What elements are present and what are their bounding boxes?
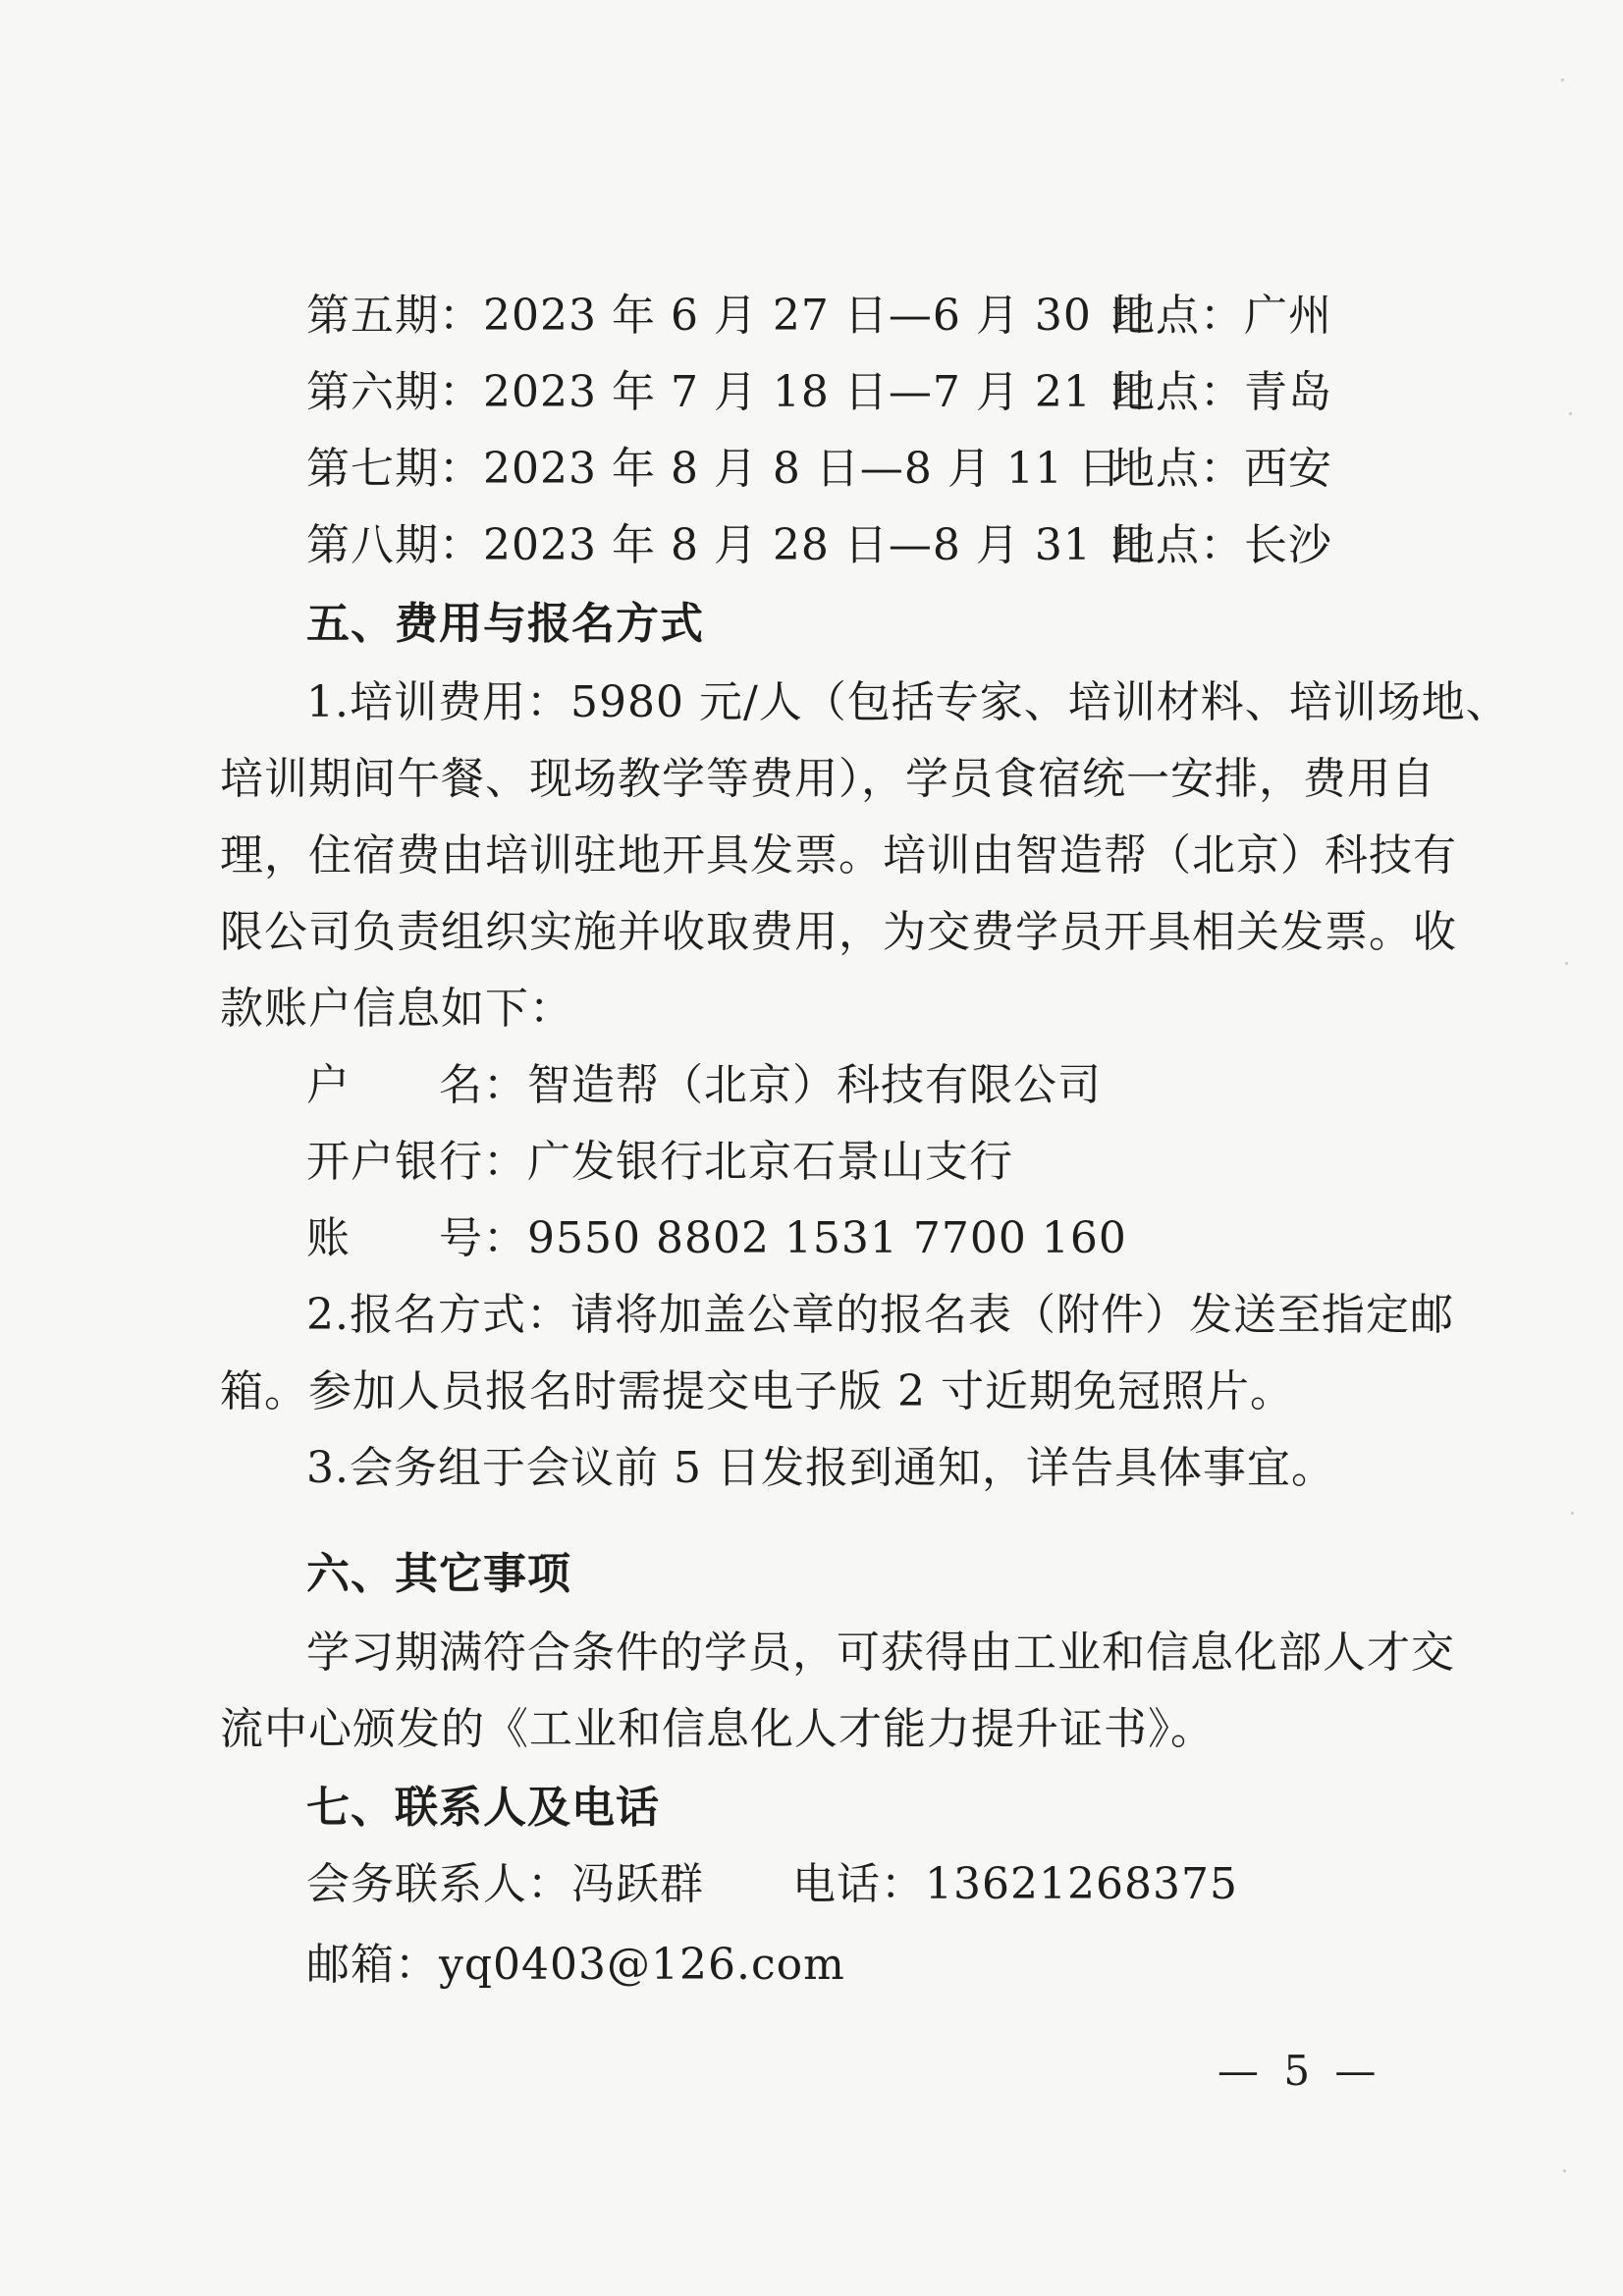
registration-line: 2.报名方式：请将加盖公章的报名表（附件）发送至指定邮 <box>306 1290 1454 1340</box>
fee-paragraph-line: 1.培训费用：5980 元/人（包括专家、培训材料、培训场地、 <box>306 677 1510 727</box>
schedule-period: 第八期：2023 年 8 月 28 日—8 月 31 日 <box>306 520 1151 570</box>
section-heading-other: 六、其它事项 <box>306 1549 571 1599</box>
schedule-location: 地点：青岛 <box>1111 367 1332 417</box>
page-number: — 5 — <box>1217 2047 1382 2095</box>
other-paragraph-line: 学习期满符合条件的学员，可获得由工业和信息化部人才交 <box>306 1628 1455 1678</box>
other-paragraph-line: 流中心颁发的《工业和信息化人才能力提升证书》。 <box>220 1704 1215 1754</box>
scan-speck <box>1569 412 1572 415</box>
bank-name: 开户银行：广发银行北京石景山支行 <box>306 1137 1013 1187</box>
scan-speck <box>1571 1512 1574 1515</box>
email-line: 邮箱：yq0403@126.com <box>306 1940 845 1990</box>
fee-paragraph-line: 培训期间午餐、现场教学等费用），学员食宿统一安排，费用自 <box>220 754 1435 804</box>
contact-line: 会务联系人：冯跃群 电话：13621268375 <box>306 1859 1238 1909</box>
scan-speck <box>1563 2169 1566 2172</box>
fee-paragraph-line: 理，住宿费由培训驻地开具发票。培训由智造帮（北京）科技有 <box>220 830 1457 881</box>
schedule-period: 第七期：2023 年 8 月 8 日—8 月 11 日 <box>306 444 1122 494</box>
registration-line: 箱。参加人员报名时需提交电子版 2 寸近期免冠照片。 <box>220 1366 1294 1416</box>
scan-speck <box>1565 962 1568 965</box>
account-name: 户 名：智造帮（北京）科技有限公司 <box>306 1060 1102 1110</box>
section-heading-fees: 五、费用与报名方式 <box>306 599 704 649</box>
fee-paragraph-line: 款账户信息如下： <box>220 984 573 1034</box>
schedule-location: 地点：西安 <box>1111 444 1332 494</box>
fee-paragraph-line: 限公司负责组织实施并收取费用，为交费学员开具相关发票。收 <box>220 907 1457 957</box>
scan-speck <box>1561 79 1564 81</box>
section-heading-contact: 七、联系人及电话 <box>306 1783 660 1833</box>
schedule-location: 地点：广州 <box>1111 291 1332 341</box>
schedule-location: 地点：长沙 <box>1111 520 1332 570</box>
account-number: 账 号：9550 8802 1531 7700 160 <box>306 1213 1127 1263</box>
notice-line: 3.会务组于会议前 5 日发报到通知，详告具体事宜。 <box>306 1443 1335 1493</box>
schedule-period: 第五期：2023 年 6 月 27 日—6 月 30 日 <box>306 291 1151 341</box>
schedule-period: 第六期：2023 年 7 月 18 日—7 月 21 日 <box>306 367 1151 417</box>
